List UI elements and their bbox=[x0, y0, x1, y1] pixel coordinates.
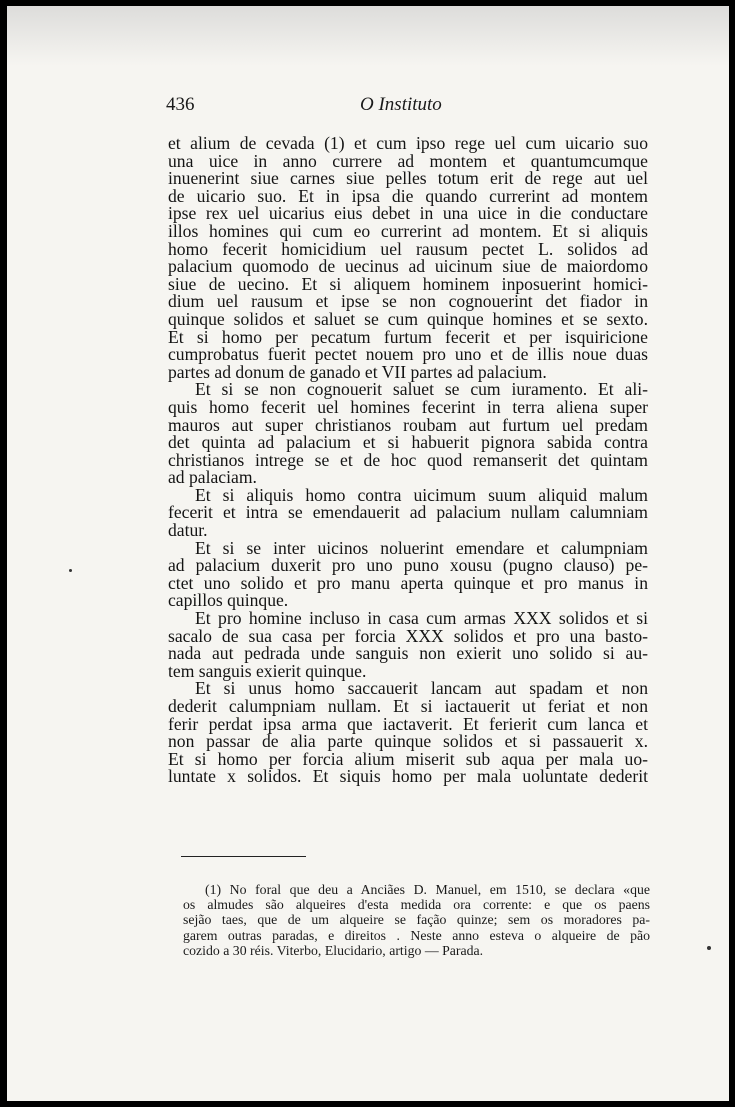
text-line: quinque solidos et saluet se cum quinque homines et se sexto. bbox=[168, 308, 648, 329]
book-page bbox=[7, 6, 729, 1101]
text-line: tem sanguis exierit quinque. bbox=[168, 660, 367, 681]
page-number: 436 bbox=[166, 94, 195, 115]
text-line: ctet uno solido et pro manu aperta quinque et pro manus in bbox=[168, 572, 648, 593]
text-line: non passar de alia parte quinque solidos et si passauerit x. bbox=[168, 731, 648, 752]
text-line: luntate x solidos. Et siquis homo per mala uoluntate dederit bbox=[168, 766, 648, 787]
text-line: Et si aliquis homo contra uicimum suum aliquid malum bbox=[195, 484, 648, 505]
text-line: homo fecerit homicidium uel rausum pectet L. solidos ad bbox=[168, 238, 648, 259]
footnote-line: os almudes são alqueires d'esta medida ora corrente: e que os paens bbox=[183, 897, 650, 913]
text-line: una uice in anno currere ad montem et quantumcumque bbox=[168, 150, 648, 171]
text-line: et alium de cevada (1) et cum ipso rege uel cum uicario suo bbox=[168, 133, 648, 153]
text-line: partes ad donum de ganado et VII partes ad palacium. bbox=[168, 361, 547, 382]
text-line: Et pro homine incluso in casa cum armas XXX solidos et si bbox=[195, 608, 648, 629]
text-line: ad palaciam. bbox=[168, 467, 257, 488]
text-line: det quinta ad palacium et si habuerit pignora sabida contra bbox=[168, 432, 648, 453]
running-head bbox=[7, 94, 729, 124]
text-line: Et si unus homo saccauerit lancam aut spadam et non bbox=[195, 678, 648, 699]
text-line: ad palacium duxerit pro uno puno xousu (pugno clauso) pe- bbox=[168, 555, 648, 576]
text-line: dium uel rausum et ipse se non cognouerint det fiador in bbox=[168, 291, 648, 312]
text-line: nada aut pedrada unde sanguis non exierit uno solido si au- bbox=[168, 643, 648, 664]
text-line: datur. bbox=[168, 520, 208, 541]
text-line: siue de uecino. Et si aliquem hominem inposuerint homici- bbox=[168, 273, 648, 294]
text-line: fecerit et intra se emendauerit ad palacium nullam calumniam bbox=[168, 502, 648, 523]
footnote-line: cozido a 30 réis. Viterbo, Elucidario, artigo — Parada. bbox=[183, 942, 484, 958]
footnote-line: sejão taes, que de um alqueire se fação quinze; sem os moradores pa- bbox=[183, 912, 650, 928]
text-line: Et si homo per forcia alium miserit sub aqua per mala uo- bbox=[168, 748, 648, 769]
footnote-line: garem outras paradas, e direitos . Neste anno esteva o alqueire de pão bbox=[183, 927, 650, 943]
text-line: dederit calumpniam nullam. Et si iactauerit ut feriat et non bbox=[168, 696, 648, 716]
text-line: ferir perdat ipsa arma que iactaverit. Et ferierit cum lanca et bbox=[168, 713, 648, 734]
text-line: christianos intrege se et de hoc quod remanserit det quintam bbox=[168, 449, 648, 470]
footnote-rule bbox=[181, 856, 306, 857]
text-line: mauros aut super christianos roubam aut furtum uel predam bbox=[168, 414, 648, 435]
text-line: sacalo de sua casa per forcia XXX solidos et pro una basto- bbox=[168, 625, 648, 646]
paper-speck bbox=[69, 569, 72, 572]
text-line: palacium quomodo de uecinus ad uicinum siue de maiordomo bbox=[168, 256, 648, 277]
text-line: capillos quinque. bbox=[168, 590, 289, 611]
journal-title: O Instituto bbox=[360, 94, 442, 115]
paper-speck bbox=[707, 946, 711, 950]
text-line: Et si homo per pecatum furtum fecerit et per isquiricione bbox=[168, 326, 648, 347]
text-line: de uicario suo. Et in ipsa die quando currerint ad montem bbox=[168, 185, 648, 206]
text-line: cumprobatus fuerit pectet nouem pro uno et de illis noue duas bbox=[168, 344, 648, 365]
text-line: ipse rex uel uicarius eius debet in una uice in die conductare bbox=[168, 203, 648, 224]
text-line: inuenerint siue carnes siue pelles totum erit de rege aut uel bbox=[168, 168, 648, 189]
text-line: illos homines qui cum eo currerint ad montem. Et si aliquis bbox=[168, 220, 648, 241]
text-line: Et si se inter uicinos noluerint emendare et calumpniam bbox=[195, 537, 648, 558]
footnote bbox=[183, 882, 650, 958]
body-text bbox=[168, 135, 648, 786]
text-line: Et si se non cognouerit saluet se cum iuramento. Et ali- bbox=[195, 379, 648, 400]
footnote-line: (1) No foral que deu a Anciães D. Manuel, em 1510, se declara «que bbox=[205, 882, 650, 897]
text-line: quis homo fecerit uel homines fecerint in terra aliena super bbox=[168, 396, 648, 417]
